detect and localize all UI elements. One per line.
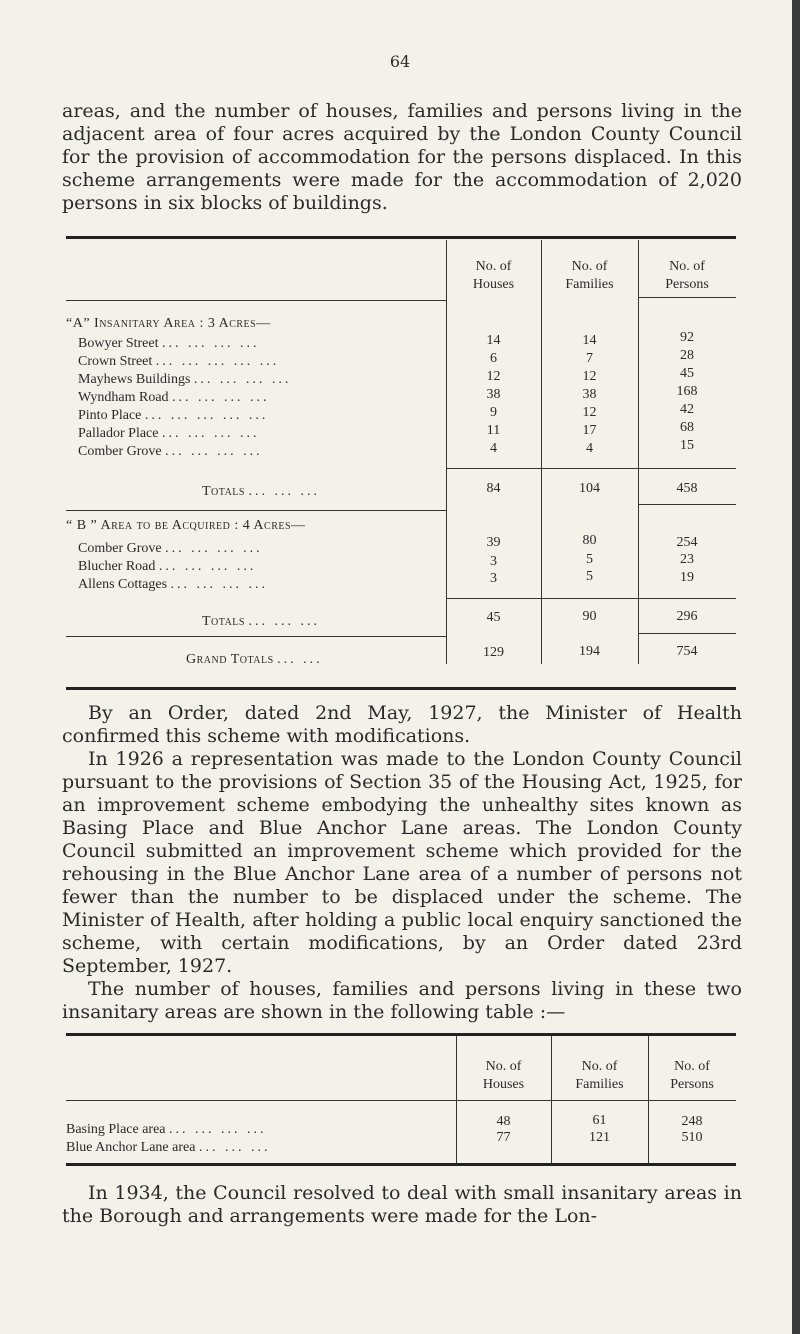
persons-value: 92 [680, 330, 694, 345]
section-a-total-houses: 84 [486, 481, 501, 496]
families-value: 4 [586, 441, 593, 456]
houses-value: 39 [486, 535, 501, 550]
families-value: 17 [582, 423, 597, 438]
col-header-houses: No. of Houses [472, 259, 515, 292]
row-label: Crown Street ... ... ... ... ... [78, 354, 280, 369]
houses-value: 3 [490, 571, 497, 586]
grand-totals-label: Grand Totals ... ... [186, 652, 323, 667]
houses-value: 9 [490, 405, 497, 420]
houses-value: 3 [490, 554, 497, 569]
row-label: Allens Cottages ... ... ... ... [78, 577, 269, 592]
section-b-total-families: 90 [582, 609, 597, 624]
houses-value: 77 [496, 1130, 511, 1145]
row-label: Basing Place area ... ... ... ... [66, 1122, 267, 1137]
col-header-families: No. of Families [565, 259, 614, 292]
grand-total-families: 194 [579, 644, 600, 659]
persons-value: 510 [681, 1130, 703, 1145]
table-intro-paragraph: The number of houses, families and persons living in these two insanitary areas are shown in the following table :— [62, 978, 742, 1023]
families-value: 14 [582, 333, 597, 348]
houses-value: 48 [496, 1114, 511, 1129]
families-value: 5 [586, 569, 593, 584]
families-value: 61 [592, 1113, 607, 1128]
section-a-title: “A” Insanitary Area : 3 Acres— [66, 316, 271, 331]
houses-value: 11 [486, 423, 501, 438]
families-value: 12 [582, 405, 597, 420]
section-a-total-persons: 458 [676, 481, 698, 496]
table1-bottom-rule [66, 687, 736, 690]
t2-col-header-houses: No. of Houses [482, 1059, 525, 1092]
row-label: Comber Grove ... ... ... ... [78, 541, 263, 556]
table2 [66, 1036, 736, 1166]
closing-paragraph: In 1934, the Council resolved to deal with small insanitary areas in the Borough and arrangements were made for the Lon- [62, 1182, 742, 1227]
persons-value: 42 [680, 402, 694, 417]
table1 [66, 240, 736, 686]
page-number: 64 [389, 52, 411, 71]
houses-value: 14 [486, 333, 501, 348]
persons-value: 23 [680, 552, 694, 567]
page-edge-shadow [792, 0, 800, 1334]
persons-value: 45 [680, 366, 694, 381]
persons-value: 19 [680, 570, 694, 585]
t2-col-header-families: No. of Families [575, 1059, 624, 1092]
families-value: 38 [582, 387, 597, 402]
row-label: Pallador Place ... ... ... ... [78, 426, 260, 441]
row-label: Blue Anchor Lane area ... ... ... [66, 1140, 271, 1155]
grand-total-persons: 754 [676, 644, 698, 659]
persons-value: 15 [680, 438, 694, 453]
row-label: Wyndham Road ... ... ... ... [78, 390, 270, 405]
persons-value: 254 [676, 535, 698, 550]
houses-value: 12 [486, 369, 501, 384]
col-header-persons: No. of Persons [665, 259, 709, 292]
table2-bottom-rule [66, 1163, 736, 1166]
section-b-title: “ B ” Area to be Acquired : 4 Acres— [66, 518, 306, 533]
row-label: Mayhews Buildings ... ... ... ... [78, 372, 292, 387]
intro-paragraph: areas, and the number of houses, families and persons living in the adjacent area of four acres acquired by the London County Council for the provision of accommodation for the persons displaced. In this scheme arrangements were made for the accommodation of 2,020 persons in six blocks of buildings. [62, 100, 742, 214]
table1-top-rule [66, 236, 736, 239]
row-label: Comber Grove ... ... ... ... [78, 444, 263, 459]
families-value: 12 [582, 369, 597, 384]
persons-value: 248 [681, 1114, 703, 1129]
row-label: Blucher Road ... ... ... ... [78, 559, 257, 574]
families-value: 121 [589, 1130, 610, 1145]
persons-value: 168 [676, 384, 698, 399]
grand-total-houses: 129 [483, 645, 504, 660]
houses-value: 38 [486, 387, 501, 402]
persons-value: 28 [680, 348, 694, 363]
middle-text [62, 702, 742, 1024]
t2-col-header-persons: No. of Persons [670, 1059, 714, 1092]
row-label: Pinto Place ... ... ... ... ... [78, 408, 269, 423]
order-paragraph: By an Order, dated 2nd May, 1927, the Minister of Health confirmed this scheme with modifications. [62, 702, 742, 747]
houses-value: 6 [490, 351, 497, 366]
families-value: 7 [586, 351, 593, 366]
houses-value: 4 [490, 441, 497, 456]
section-a-total-families: 104 [579, 481, 600, 496]
persons-value: 68 [680, 420, 694, 435]
families-value: 5 [586, 552, 593, 567]
section-b-total-persons: 296 [676, 609, 698, 624]
representation-paragraph: In 1926 a representation was made to the London County Council pursuant to the provisions of Section 35 of the Housing Act, 1925, for an improvement scheme embodying the unhealthy sites known as Basing Place and Blue Anchor Lane areas. The London County Council submitted an improvement scheme which provided for the rehousing in the Blue Anchor Lane area of a number of persons not fewer than the number to be displaced under the scheme. The Minister of Health, after holding a public local enquiry sanctioned the scheme, with certain modifications, by an Order dated 23rd September, 1927. [62, 748, 742, 977]
section-a-totals-label: Totals ... ... ... [202, 484, 320, 499]
row-label: Bowyer Street ... ... ... ... [78, 336, 260, 351]
section-b-totals-label: Totals ... ... ... [202, 614, 320, 629]
section-b-total-houses: 45 [486, 610, 501, 625]
families-value: 80 [582, 533, 597, 548]
